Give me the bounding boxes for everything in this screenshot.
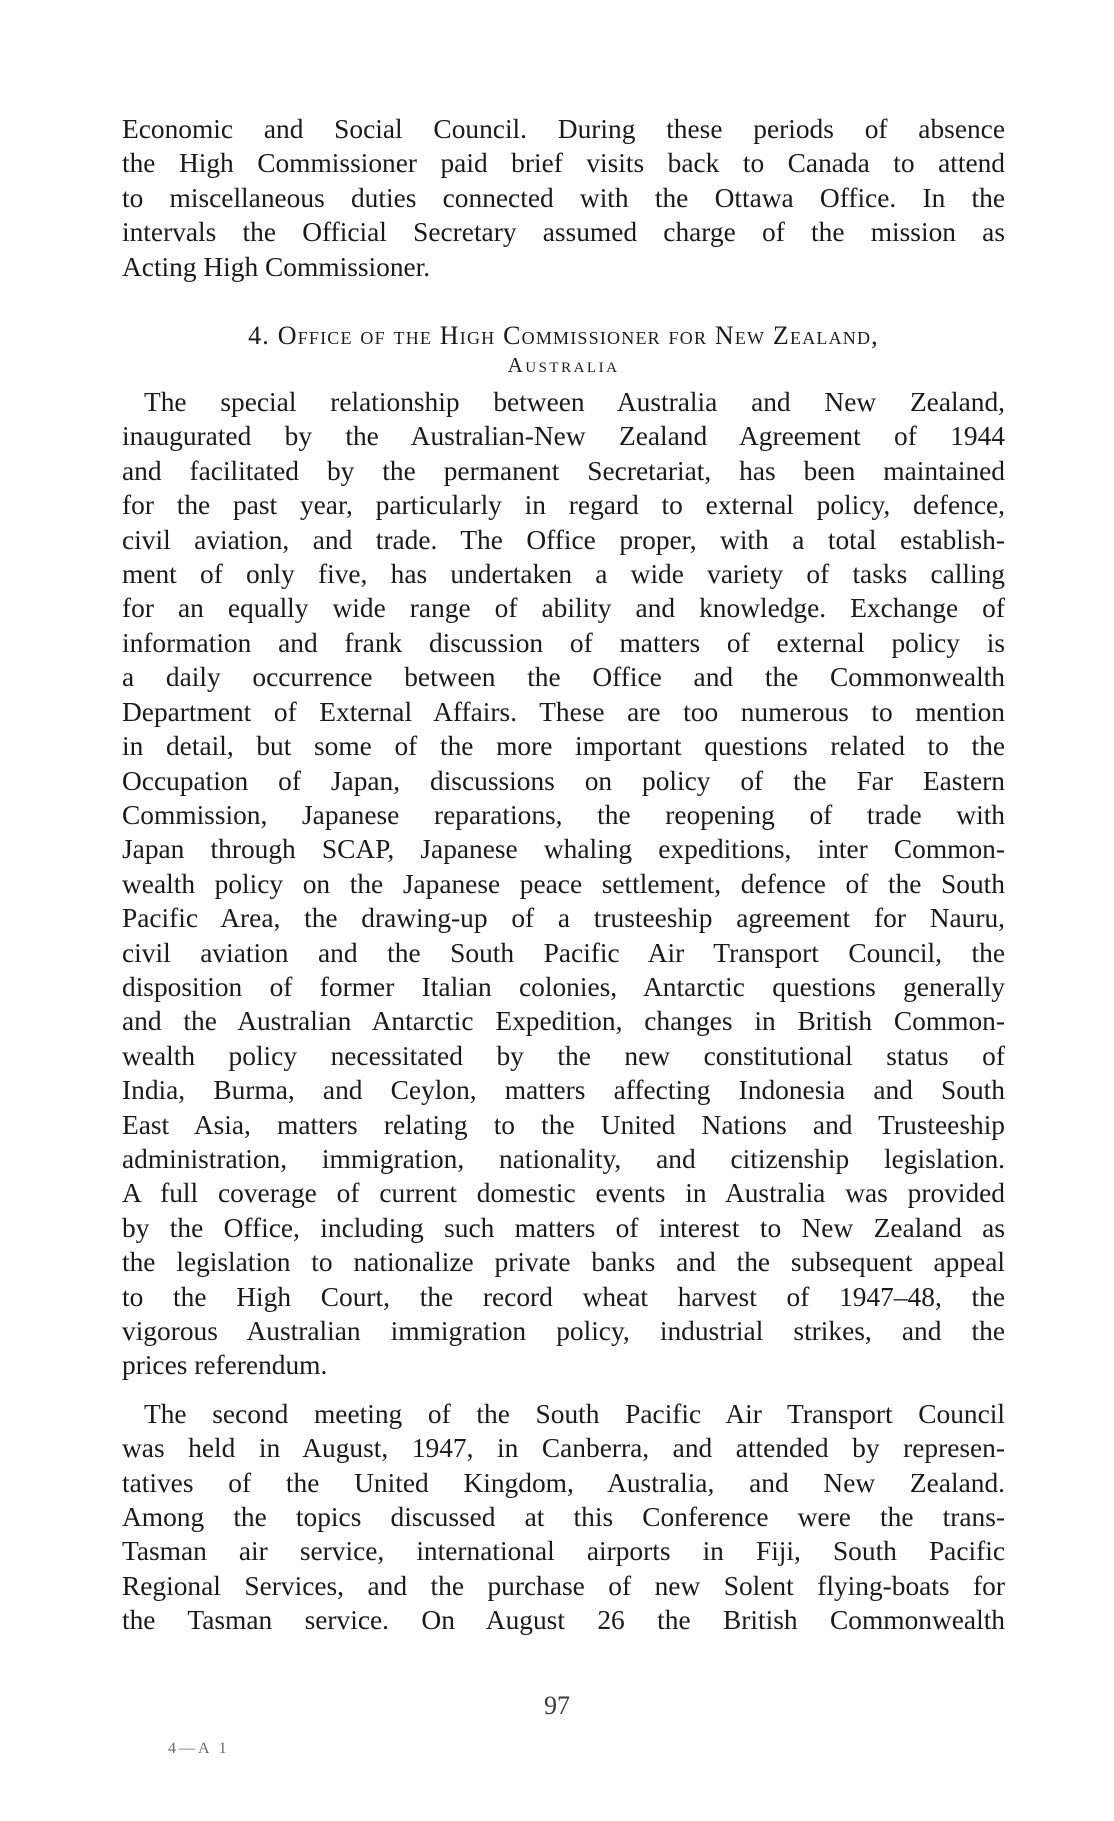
text-line: Economic and Social Council. During these periods of absence bbox=[122, 114, 1005, 144]
section-heading bbox=[122, 320, 1005, 378]
text-line: disposition of former Italian colonies, Antarctic questions generally bbox=[122, 971, 1005, 1002]
text-line: to the High Court, the record wheat harvest of 1947–48, the bbox=[122, 1281, 1005, 1312]
text-line: Occupation of Japan, discussions on policy of the Far Eastern bbox=[122, 765, 1005, 796]
text-line: inaugurated by the Australian-New Zealand Agreement of 1944 bbox=[122, 421, 1005, 452]
document-page bbox=[122, 112, 1005, 1638]
paragraph-air-transport bbox=[122, 1397, 1005, 1638]
text-line: A full coverage of current domestic events in Australia was provided bbox=[122, 1178, 1005, 1209]
text-line: and the Australian Antarctic Expedition, changes in British Common- bbox=[122, 1006, 1005, 1037]
text-line: the High Commissioner paid brief visits back to Canada to attend bbox=[122, 148, 1005, 179]
text-line: Pacific Area, the drawing-up of a trusteeship agreement for Nauru, bbox=[122, 903, 1005, 934]
text-line: civil aviation, and trade. The Office proper, with a total establish- bbox=[122, 524, 1005, 555]
text-line: India, Burma, and Ceylon, matters affecting Indonesia and South bbox=[122, 1075, 1005, 1106]
text-line: and facilitated by the permanent Secretariat, has been maintained bbox=[122, 455, 1005, 486]
page-number: 97 bbox=[544, 1691, 570, 1720]
text-line: Regional Services, and the purchase of new Solent flying-boats for bbox=[122, 1570, 1005, 1601]
paragraph-continued bbox=[122, 112, 1005, 284]
paragraph-relationship bbox=[122, 385, 1005, 1383]
text-line: Tasman air service, international airports in Fiji, South Pacific bbox=[122, 1536, 1005, 1567]
text-line: administration, immigration, nationality, and citizenship legislation. bbox=[122, 1143, 1005, 1174]
text-line: for the past year, particularly in regard to external policy, defence, bbox=[122, 490, 1005, 521]
text-line: was held in August, 1947, in Canberra, and attended by represen- bbox=[122, 1433, 1005, 1464]
text-line: East Asia, matters relating to the United Nations and Trusteeship bbox=[122, 1109, 1005, 1140]
text-line: Department of External Affairs. These are too numerous to mention bbox=[122, 696, 1005, 727]
text-line: wealth policy on the Japanese peace settlement, defence of the South bbox=[122, 868, 1005, 899]
text-line: wealth policy necessitated by the new constitutional status of bbox=[122, 1040, 1005, 1071]
section-title: Office of the High Commissioner for New Zealand, bbox=[277, 321, 879, 351]
text-line: Commission, Japanese reparations, the reopening of trade with bbox=[122, 799, 1005, 830]
text-line: by the Office, including such matters of interest to New Zealand as bbox=[122, 1212, 1005, 1243]
paragraph-gap bbox=[122, 1383, 1005, 1397]
text-line: Japan through SCAP, Japanese whaling expeditions, inter Common- bbox=[122, 834, 1005, 865]
text-line: intervals the Official Secretary assumed charge of the mission as bbox=[122, 217, 1005, 248]
text-line: in detail, but some of the more important questions related to the bbox=[122, 731, 1005, 762]
text-line: for an equally wide range of ability and knowledge. Exchange of bbox=[122, 593, 1005, 624]
text-line: civil aviation and the South Pacific Air Transport Council, the bbox=[122, 937, 1005, 968]
text-line: Acting High Commissioner. bbox=[122, 251, 431, 282]
text-line: vigorous Australian immigration policy, industrial strikes, and the bbox=[122, 1316, 1005, 1346]
text-line: ment of only five, has undertaken a wide variety of tasks calling bbox=[122, 559, 1005, 590]
text-line: to miscellaneous duties connected with the Ottawa Office. In the bbox=[122, 182, 1005, 213]
text-line: the Tasman service. On August 26 the British Commonwealth bbox=[122, 1605, 1005, 1636]
text-line: information and frank discussion of matters of external policy is bbox=[122, 627, 1005, 658]
text-line: a daily occurrence between the Office and the Commonwealth bbox=[122, 662, 1005, 693]
section-title-continued: Australia bbox=[507, 353, 620, 378]
section-number: 4. bbox=[248, 321, 271, 351]
text-line: the legislation to nationalize private banks and the subsequent appeal bbox=[122, 1247, 1005, 1278]
text-line: The special relationship between Australia and New Zealand, bbox=[144, 387, 1005, 418]
text-line: tatives of the United Kingdom, Australia, and New Zealand. bbox=[122, 1467, 1005, 1498]
text-line: The second meeting of the South Pacific Air Transport Council bbox=[144, 1398, 1005, 1429]
text-line: prices referendum. bbox=[122, 1350, 328, 1381]
printer-signature-mark: 4—A 1 bbox=[168, 1740, 230, 1757]
text-line: Among the topics discussed at this Conference were the trans- bbox=[122, 1502, 1005, 1533]
